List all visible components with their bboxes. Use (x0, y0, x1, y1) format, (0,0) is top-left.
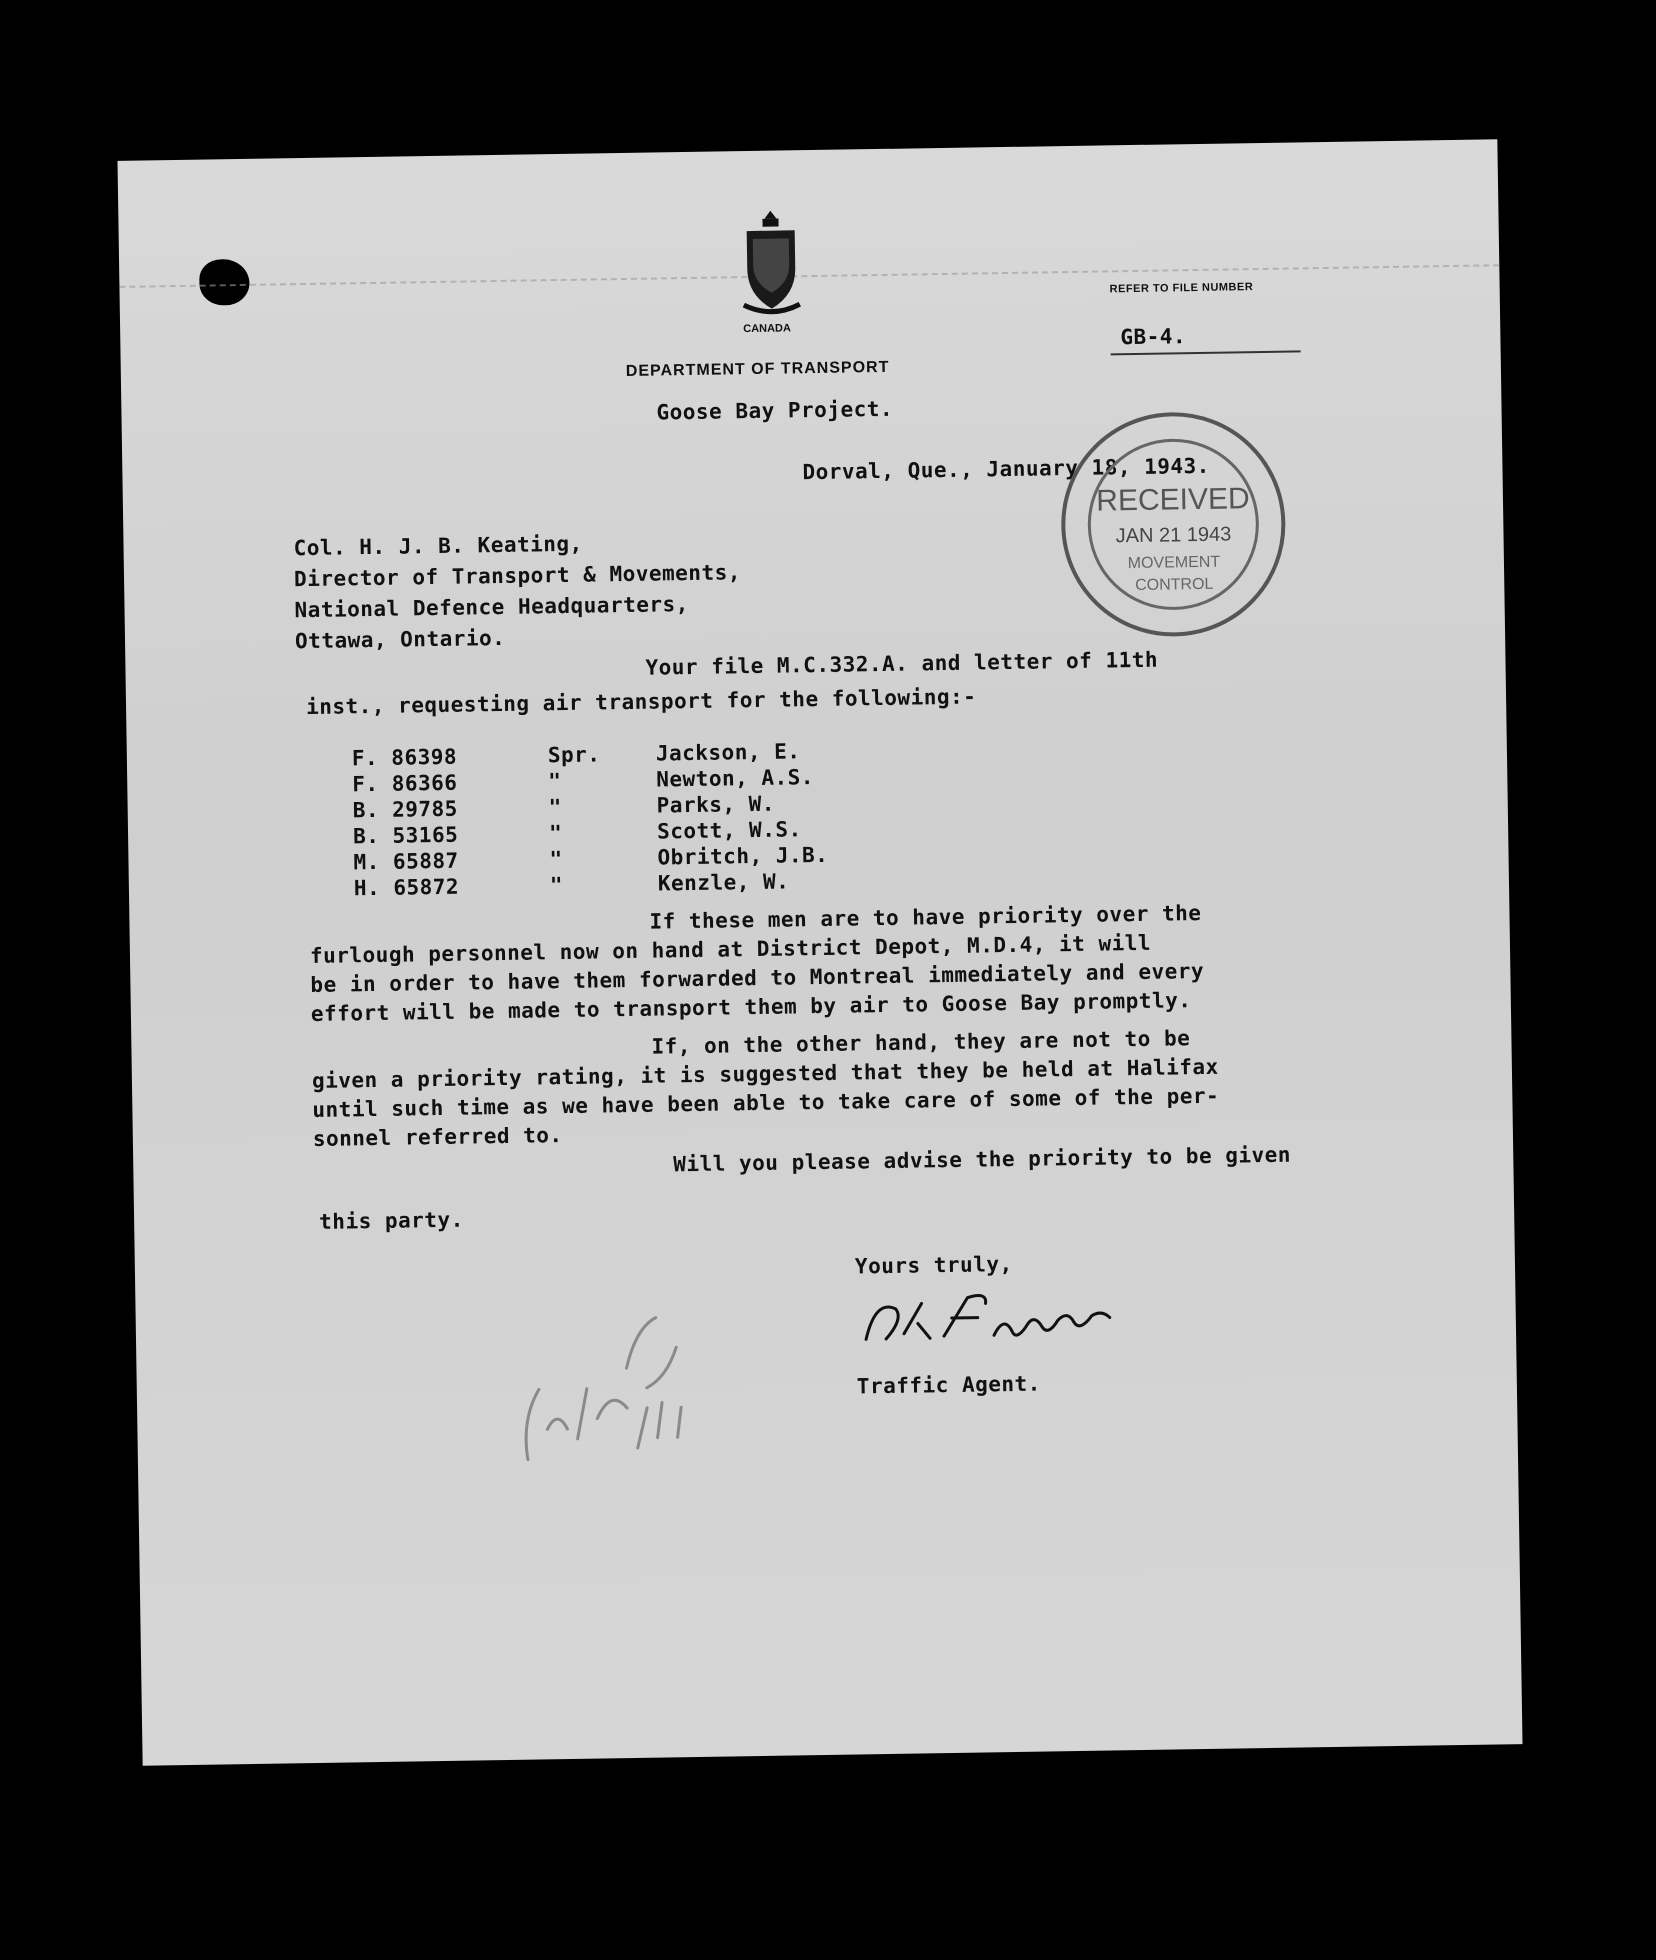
addressee-line: Director of Transport & Movements, (293, 560, 742, 592)
paragraph-line: given a priority rating, it is suggested that they be held at Halifax (311, 1054, 1219, 1093)
request-line: Will you please advise the priority to be given (673, 1142, 1292, 1177)
punch-hole (199, 259, 250, 306)
service-number: F. 86366 (352, 770, 458, 796)
paragraph-alternative (311, 1024, 1220, 1154)
rank: " (548, 794, 563, 819)
person-name: Obritch, J.B. (657, 842, 829, 870)
paragraph-line: If, on the other hand, they are not to be (651, 1026, 1191, 1059)
person-name: Kenzle, W. (657, 868, 790, 896)
rank: " (548, 768, 562, 793)
addressee-line: Ottawa, Ontario. (294, 625, 506, 654)
paragraph-line: until such time as we have been able to take care of some of the per- (312, 1083, 1220, 1122)
paragraph-line: sonnel referred to. (312, 1123, 563, 1151)
stamp-word: RECEIVED (1095, 482, 1250, 518)
service-number: M. 65887 (353, 848, 459, 874)
perforation-line (119, 264, 1499, 288)
stamp-line1: MOVEMENT (1127, 553, 1221, 573)
service-number: F. 86398 (351, 744, 458, 770)
paragraph-line: effort will be made to transport them by air to Goose Bay promptly. (310, 988, 1192, 1027)
rank: Spr. (547, 741, 601, 767)
addressee-block (293, 526, 742, 657)
signature-image (855, 1274, 1186, 1359)
addressee-line: Col. H. J. B. Keating, (293, 531, 583, 561)
person-name: Newton, A.S. (656, 764, 815, 792)
signer-title: Traffic Agent. (856, 1371, 1042, 1399)
project-name: Goose Bay Project. (656, 396, 894, 425)
service-number: H. 65872 (353, 874, 460, 900)
rank: " (549, 846, 563, 871)
addressee-line: National Defence Headquarters, (294, 592, 689, 623)
file-number: GB-4. (1120, 324, 1187, 350)
received-stamp (1057, 408, 1291, 642)
rank: " (548, 820, 563, 845)
person-name: Jackson, E. (655, 738, 801, 766)
department-heading: DEPARTMENT OF TRANSPORT (625, 358, 890, 380)
person-name: Parks, W. (656, 791, 776, 818)
paragraph-line: If these men are to have priority over the (649, 901, 1202, 934)
service-number: B. 53165 (352, 822, 459, 848)
country-label: CANADA (743, 322, 791, 336)
stamp-line2: CONTROL (1135, 575, 1214, 595)
letter-page (117, 139, 1522, 1765)
closing: Yours truly, (854, 1252, 1013, 1279)
person-name: Scott, W.S. (656, 816, 802, 844)
rank: " (549, 872, 564, 897)
paragraph-line: furlough personnel now on hand at District Depot, M.D.4, it will (309, 930, 1152, 969)
dateline: Dorval, Que., January 18, 1943. (802, 453, 1211, 485)
intro-line: Your file M.C.332.A. and letter of 11th (645, 647, 1159, 680)
coat-of-arms-icon (738, 208, 804, 319)
stamp-date: JAN 21 1943 (1115, 523, 1232, 548)
paragraph-priority (309, 899, 1204, 1029)
file-number-underline (1111, 350, 1301, 355)
request-line: this party. (318, 1207, 464, 1234)
service-number: B. 29785 (352, 796, 459, 822)
paragraph-line: be in order to have them forwarded to Montreal immediately and every (310, 958, 1205, 998)
intro-line: inst., requesting air transport for the following:- (305, 684, 977, 720)
refer-file-label: REFER TO FILE NUMBER (1109, 281, 1254, 296)
pencil-annotation (505, 1287, 728, 1480)
personnel-roster (352, 738, 829, 901)
